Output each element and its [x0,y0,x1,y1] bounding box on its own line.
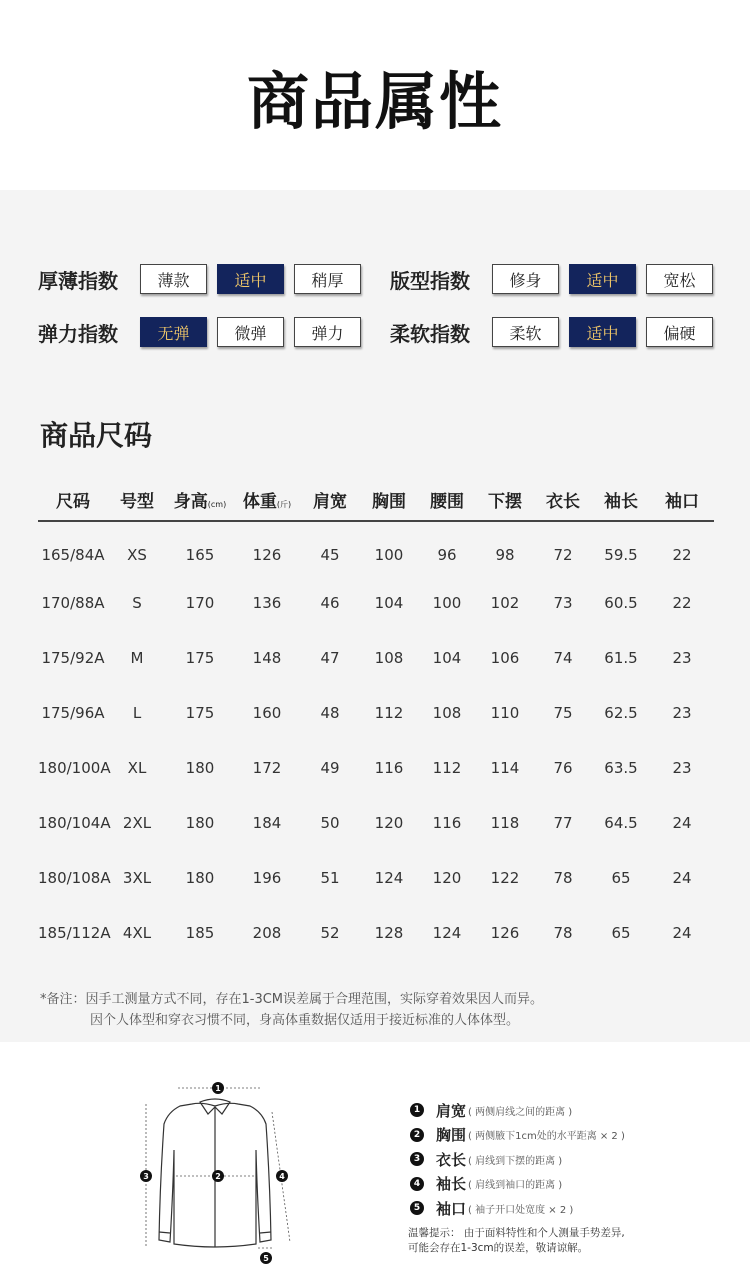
table-cell: 96 [437,546,457,564]
table-cell: 23 [672,704,692,722]
attribute-row-thickness [38,262,361,296]
attribute-row-fit [390,262,713,296]
table-cell: 52 [320,924,340,942]
table-row [38,918,714,948]
marker-5-label: 5 [263,1254,269,1263]
header-text: 身高 [173,491,208,512]
table-cell: 112 [432,759,462,777]
table-cell: 118 [490,814,520,832]
size-table-header [38,478,714,522]
table-cell: 51 [320,869,340,887]
table-cell: 4XL [122,924,152,942]
legend-desc: ( 肩线到下摆的距离 ) [468,1155,563,1167]
table-cell: 61.5 [604,649,638,667]
attribute-label: 弹力指数 [38,321,118,346]
table-cell: 180/100A [38,759,111,777]
table-cell: S [132,594,142,612]
table-cell: 45 [320,546,340,564]
legend-name: 胸围 [436,1126,467,1145]
table-cell: 73 [553,594,573,612]
table-cell: 124 [432,924,462,942]
table-cell: 24 [672,924,692,942]
table-cell: 72 [553,546,573,564]
table-cell: 74 [553,649,573,667]
table-cell: 110 [490,704,520,722]
legend-item [410,1123,625,1148]
table-cell: 65 [611,924,631,942]
table-cell: 100 [374,546,404,564]
header-text: 肩宽 [313,491,347,512]
table-cell: 100 [432,594,462,612]
table-cell: 180/104A [38,814,111,832]
legend-desc: ( 肩线到袖口的距离 ) [468,1180,563,1192]
table-cell: 120 [374,814,404,832]
table-cell: 46 [320,594,340,612]
header-text: 袖口 [665,491,699,512]
table-cell: 175/96A [41,704,105,722]
table-cell: 180 [185,869,215,887]
table-cell: 22 [672,546,692,564]
warm-tip-line-1: 温馨提示： 由于面料特性和个人测量手势差异, [408,1227,625,1239]
table-cell: 47 [320,649,340,667]
table-cell: 120 [432,869,462,887]
header-text: 胸围 [372,491,406,512]
table-row [38,753,714,783]
table-cell: XS [127,546,147,564]
table-cell: 77 [553,814,573,832]
table-cell: 106 [490,649,520,667]
table-cell: 122 [490,869,520,887]
table-cell: 59.5 [604,546,638,564]
table-cell: 108 [374,649,404,667]
header-text: 下摆 [488,491,522,512]
header-unit: (cm) [207,499,227,509]
header-text: 腰围 [430,491,464,512]
legend-number: 3 [410,1152,424,1166]
legend-item [410,1098,625,1123]
legend-item [410,1147,625,1172]
table-cell: 24 [672,814,692,832]
table-cell: 136 [252,594,282,612]
attribute-option: 偏硬 [646,317,713,347]
table-cell: 116 [432,814,462,832]
table-cell: 24 [672,869,692,887]
legend-name: 袖口 [436,1199,467,1218]
shirt-measurement-diagram [130,1072,300,1272]
table-cell: 3XL [122,869,152,887]
table-header-cell [650,487,714,512]
legend-number: 5 [410,1201,424,1215]
left-cuff [159,1232,170,1233]
table-cell: 65 [611,869,631,887]
table-header-cell [108,487,166,512]
table-cell: 23 [672,649,692,667]
table-header-cell [38,487,108,512]
attribute-option: 薄款 [140,264,207,294]
legend-name: 袖长 [436,1175,467,1194]
table-header-cell [360,487,418,512]
table-row [38,643,714,673]
table-cell: 76 [553,759,573,777]
table-cell: 22 [672,594,692,612]
table-cell: 170/88A [41,594,105,612]
legend-name: 衣长 [436,1150,467,1169]
attribute-option: 弹力 [294,317,361,347]
table-header-cell [166,487,234,512]
attribute-option: 微弹 [217,317,284,347]
header-text: 号型 [120,491,154,512]
table-cell: 208 [252,924,282,942]
marker-1-label: 1 [215,1084,221,1093]
table-cell: 23 [672,759,692,777]
warm-tip [408,1226,625,1256]
attribute-label: 柔软指数 [390,321,470,346]
attribute-row-elasticity [38,315,361,349]
table-cell: 112 [374,704,404,722]
table-cell: 48 [320,704,340,722]
marker-4-label: 4 [279,1172,285,1181]
header-text: 体重 [242,491,277,512]
table-header-cell [418,487,476,512]
table-cell: 78 [553,924,573,942]
table-cell: 170 [185,594,215,612]
warm-tip-line-2: 可能会存在1-3cm的误差，敬请谅解。 [408,1242,589,1254]
attribute-option-selected: 适中 [569,264,636,294]
table-cell: 75 [553,704,573,722]
table-header-cell [476,487,534,512]
table-cell: 148 [252,649,282,667]
table-cell: 184 [252,814,282,832]
table-cell: 64.5 [604,814,638,832]
note-line-1: *备注：因手工测量方式不同，存在1-3CM误差属于合理范围，实际穿着效果因人而异。 [40,992,544,1007]
table-cell: 180 [185,814,215,832]
table-cell: 160 [252,704,282,722]
attribute-option: 修身 [492,264,559,294]
table-row [38,588,714,618]
legend-number: 2 [410,1128,424,1142]
header-text: 尺码 [56,491,90,512]
header-unit: (斤) [276,499,292,509]
attribute-option: 柔软 [492,317,559,347]
legend-name: 肩宽 [436,1101,467,1120]
measurement-legend [410,1098,625,1221]
table-row [38,863,714,893]
table-header-cell [592,487,650,512]
table-cell: 98 [495,546,515,564]
header-text: 衣长 [546,491,580,512]
attribute-row-softness [390,315,713,349]
table-cell: 62.5 [604,704,638,722]
legend-number: 4 [410,1177,424,1191]
table-cell: 185 [185,924,215,942]
table-cell: 50 [320,814,340,832]
attribute-label: 版型指数 [390,268,470,293]
attribute-option: 稍厚 [294,264,361,294]
table-cell: 60.5 [604,594,638,612]
attribute-option: 宽松 [646,264,713,294]
attribute-label: 厚薄指数 [38,268,118,293]
legend-desc: ( 袖子开口处宽度 × 2 ) [468,1204,574,1216]
table-row [38,808,714,838]
table-header-cell [234,487,300,512]
table-cell: 49 [320,759,340,777]
table-cell: 104 [432,649,462,667]
table-cell: 128 [374,924,404,942]
attribute-option-selected: 适中 [569,317,636,347]
table-cell: 63.5 [604,759,638,777]
legend-number: 1 [410,1103,424,1117]
table-header-cell [534,487,592,512]
table-cell: XL [127,759,147,777]
table-cell: 126 [252,546,282,564]
size-section-title: 商品尺码 [40,419,153,452]
table-cell: 126 [490,924,520,942]
right-cuff [260,1232,271,1233]
table-cell: 108 [432,704,462,722]
table-cell: 124 [374,869,404,887]
marker-3-label: 3 [143,1172,149,1181]
attribute-option-selected: 适中 [217,264,284,294]
table-cell: 114 [490,759,520,777]
marker-2-label: 2 [215,1172,221,1181]
header-text: 袖长 [604,491,638,512]
table-cell: 116 [374,759,404,777]
table-cell: 196 [252,869,282,887]
table-cell: 175 [185,704,215,722]
table-cell: 2XL [122,814,152,832]
table-cell: 78 [553,869,573,887]
page-title: 商品属性 [246,65,503,138]
table-cell: 175 [185,649,215,667]
table-cell: 185/112A [38,924,111,942]
legend-item [410,1196,625,1221]
legend-desc: ( 两侧腋下1cm处的水平距离 × 2 ) [468,1131,625,1143]
table-cell: L [132,704,142,722]
legend-desc: ( 两侧肩线之间的距离 ) [468,1106,573,1118]
table-cell: 172 [252,759,282,777]
table-cell: 180/108A [38,869,111,887]
table-cell: 104 [374,594,404,612]
table-cell: 102 [490,594,520,612]
note-line-2: 因个人体型和穿衣习惯不同，身高体重数据仅适用于接近标准的人体体型。 [90,1013,520,1028]
table-cell: 165/84A [41,546,105,564]
table-cell: 165 [185,546,215,564]
table-cell: M [130,649,144,667]
table-cell: 175/92A [41,649,105,667]
table-cell: 180 [185,759,215,777]
legend-item [410,1172,625,1197]
table-row [38,698,714,728]
table-row [38,540,714,570]
table-header-cell [300,487,360,512]
attribute-option-selected: 无弹 [140,317,207,347]
